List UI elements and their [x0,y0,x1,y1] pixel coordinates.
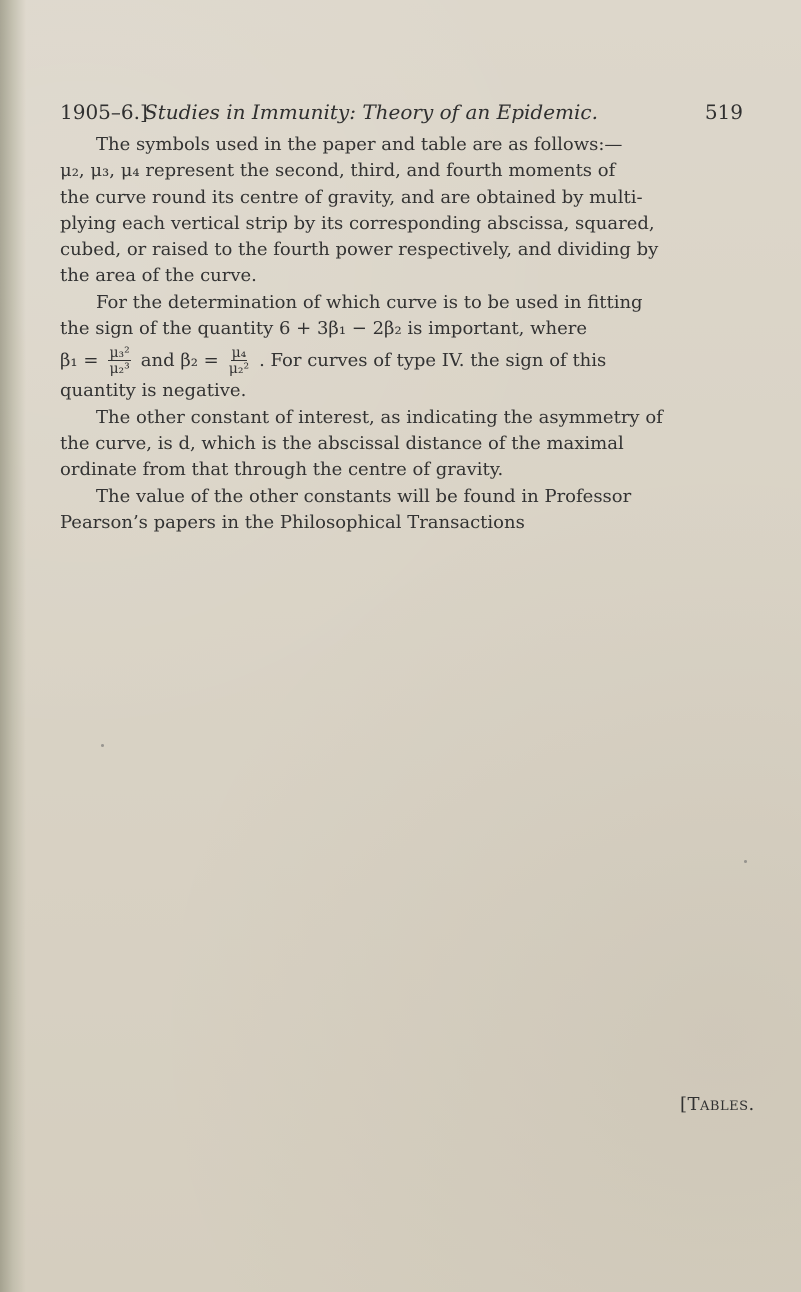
running-header [60,98,743,126]
book-gutter-shadow [0,0,26,1292]
beta-formula-line [60,343,743,378]
beta-two-fraction [229,346,249,376]
paragraph-constants [60,484,743,537]
text-line: the area of the curve. [60,265,257,287]
text-line: The symbols used in the paper and table are as follows:— [96,134,623,155]
text-line: For the determination of which curve is to be used in fitting [96,291,643,313]
beta-one-fraction [108,346,130,376]
text-line: μ₂, μ₃, μ₄ represent the second, third, and fourth moments of [60,160,616,182]
beta-two-numerator: μ₄ [231,344,247,361]
text-line: quantity is negative. [60,380,247,402]
beta-one-label: β₁ = [60,349,99,371]
beta-one-denominator: μ₂³ [109,360,130,377]
text-line: ordinate from that through the centre of gravity. [60,459,504,481]
formula-tail: . For curves of type IV. the sign of this [259,349,607,371]
text-line: plying each vertical strip by its corresponding abscissa, squared, [60,212,655,234]
text-line: The other constant of interest, as indicating the asymmetry of [96,406,663,428]
page-number: 519 [704,100,743,124]
paragraph-determination [60,290,743,343]
text-line: cubed, or raised to the fourth power respectively, and dividing by [60,239,659,261]
text-line: Pearson’s papers in the Philosophical Transactions [60,511,525,533]
text-line: the curve, is d, which is the abscissal distance of the maximal [60,432,624,454]
text-line: the sign of the quantity 6 + 3β₁ − 2β₂ is important, where [60,318,588,340]
main-text [60,132,743,536]
paper-speck [744,860,747,863]
paper-speck [101,744,104,747]
beta-two-label: and β₂ = [140,349,219,371]
running-title: Studies in Immunity: Theory of an Epidemic. [144,100,598,124]
paragraph-asymmetry [60,405,743,484]
text-line: the curve round its centre of gravity, and are obtained by multi- [60,186,643,208]
beta-two-denominator: μ₂² [228,360,250,377]
volume-year: 1905–6.] [60,100,148,124]
text-line: The value of the other constants will be found in Professor [96,485,632,507]
tables-continuation-mark: [Tables. [680,1094,755,1115]
paragraph-symbols [60,132,743,290]
beta-one-numerator: μ₃² [109,344,130,361]
paragraph-negative-quantity [60,378,743,404]
